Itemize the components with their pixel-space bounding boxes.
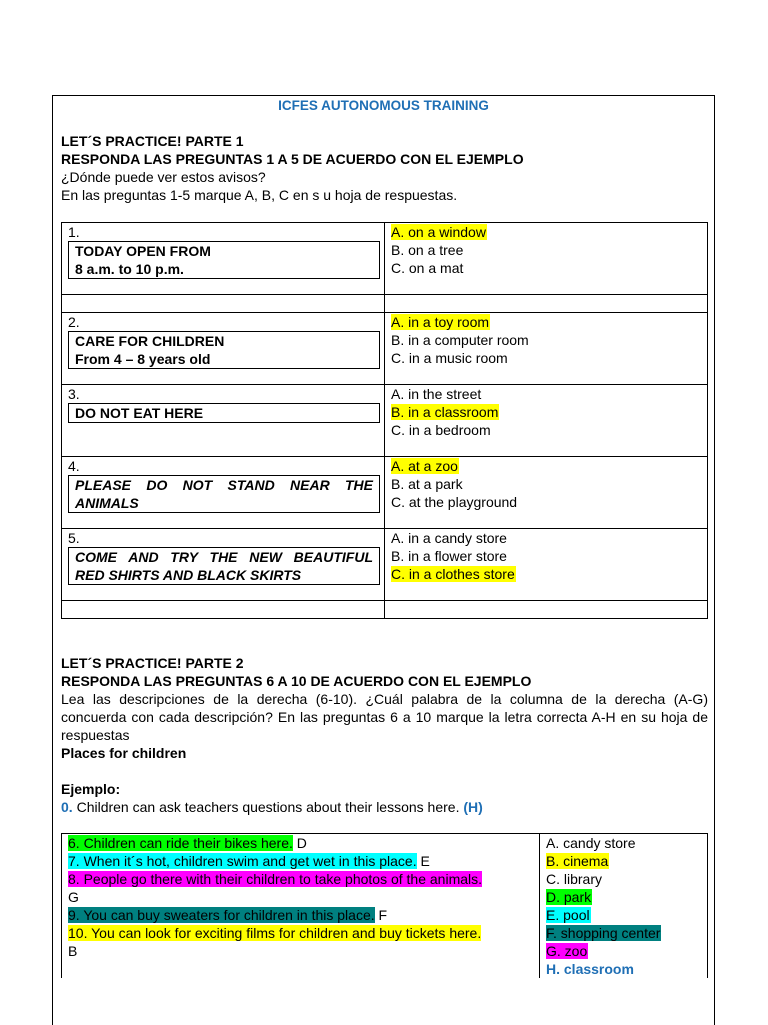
- statement-answer: E: [416, 853, 430, 869]
- statement-answer: G: [68, 889, 79, 905]
- sign-text: ANIMALS: [75, 495, 139, 511]
- option-b: B. at a park: [391, 476, 463, 492]
- part1-note: En las preguntas 1-5 marque A, B, C en s u hoja de respuestas.: [61, 187, 458, 203]
- question-number: 1.: [68, 224, 80, 240]
- part2-description: Lea las descripciones de la derecha (6-10). ¿Cuál palabra de la columna de la derecha (A-G) concuerda con cada descripción? En las preguntas 6 a 10 marque la letra correcta A-H en su hoja de respuestas: [61, 691, 708, 743]
- example-number: 0.: [61, 799, 73, 815]
- option-c: C. at the playground: [391, 494, 518, 510]
- place-option: C. library: [546, 871, 603, 887]
- part1-instruction: RESPONDA LAS PREGUNTAS 1 A 5 DE ACUERDO CON EL EJEMPLO: [61, 151, 524, 167]
- question-number: 5.: [68, 530, 80, 546]
- option-a: A. in a toy room: [391, 314, 490, 330]
- example-answer: (H): [463, 799, 483, 815]
- part2-instruction: RESPONDA LAS PREGUNTAS 6 A 10 DE ACUERDO CON EL EJEMPLO: [61, 673, 532, 689]
- example-label: Ejemplo:: [61, 781, 121, 797]
- part1-table: [61, 222, 708, 619]
- statement-item: [68, 924, 533, 960]
- example-line: [61, 798, 483, 816]
- place-option: H. classroom: [546, 961, 634, 977]
- statement-text: 6. Children can ride their bikes here.: [68, 835, 293, 851]
- sign-box: [68, 241, 380, 279]
- sign-cell: [62, 385, 385, 457]
- question-row: [62, 313, 708, 385]
- question-row: [62, 529, 708, 601]
- place-option: A. candy store: [546, 835, 636, 851]
- statement-text: 7. When it´s hot, children swim and get wet in this place.: [68, 853, 417, 869]
- statement-item: [68, 834, 533, 852]
- place-option: G. zoo: [546, 943, 588, 959]
- place-option: D. park: [546, 889, 592, 905]
- matching-table: [61, 833, 708, 978]
- options-cell: [385, 385, 708, 457]
- part2-subtitle: Places for children: [61, 745, 187, 761]
- option-c: C. in a music room: [391, 350, 508, 366]
- sign-cell: [62, 529, 385, 601]
- option-a: A. in the street: [391, 386, 482, 402]
- sign-text: From 4 – 8 years old: [75, 351, 211, 367]
- statement-answer: D: [292, 835, 307, 851]
- document-title: ICFES AUTONOMOUS TRAINING: [278, 98, 489, 113]
- statements-cell: [62, 834, 540, 979]
- sign-text: CARE FOR CHILDREN: [75, 333, 225, 349]
- place-option: B. cinema: [546, 853, 609, 869]
- statement-text: 10. You can look for exciting films for children and buy tickets here.: [68, 925, 482, 941]
- place-option: E. pool: [546, 907, 590, 923]
- part2-heading: LET´S PRACTICE! PARTE 2: [61, 655, 244, 671]
- question-number: 2.: [68, 314, 80, 330]
- place-option: F. shopping center: [546, 925, 661, 941]
- option-c: C. in a bedroom: [391, 422, 491, 438]
- statement-answer: F: [374, 907, 388, 923]
- sign-text: TODAY OPEN FROM: [75, 243, 211, 259]
- document-frame: [52, 95, 715, 1025]
- option-c: C. in a clothes store: [391, 566, 515, 582]
- options-cell: [385, 223, 708, 295]
- options-cell: [385, 313, 708, 385]
- part1-question: ¿Dónde puede ver estos avisos?: [61, 169, 266, 185]
- sign-box: [68, 331, 380, 369]
- option-a: A. in a candy store: [391, 530, 507, 546]
- sign-text: RED SHIRTS AND BLACK SKIRTS: [75, 567, 302, 583]
- option-a: A. on a window: [391, 224, 486, 240]
- sign-text: COME AND TRY THE NEW BEAUTIFUL: [75, 549, 373, 565]
- option-b: B. in a computer room: [391, 332, 529, 348]
- sign-box: [68, 547, 380, 585]
- statement-item: [68, 906, 533, 924]
- question-number: 3.: [68, 386, 80, 402]
- question-number: 4.: [68, 458, 80, 474]
- statement-item: [68, 852, 533, 870]
- statement-text: 9. You can buy sweaters for children in this place.: [68, 907, 375, 923]
- sign-box: [68, 403, 380, 423]
- sign-text: PLEASE DO NOT STAND NEAR THE: [75, 477, 373, 493]
- sign-text: DO NOT EAT HERE: [75, 405, 204, 421]
- question-row: [62, 457, 708, 529]
- sign-cell: [62, 223, 385, 295]
- spacer-row: [62, 601, 708, 619]
- sign-cell: [62, 457, 385, 529]
- option-b: B. in a flower store: [391, 548, 507, 564]
- options-cell: [385, 529, 708, 601]
- statement-item: [68, 870, 533, 906]
- question-row: [62, 223, 708, 295]
- spacer-row: [62, 295, 708, 313]
- sign-cell: [62, 313, 385, 385]
- option-c: C. on a mat: [391, 260, 464, 276]
- options-column: [540, 834, 708, 979]
- sign-text: 8 a.m. to 10 p.m.: [75, 261, 184, 277]
- question-row: [62, 385, 708, 457]
- option-b: B. on a tree: [391, 242, 464, 258]
- option-b: B. in a classroom: [391, 404, 499, 420]
- statement-text: 8. People go there with their children to take photos of the animals.: [68, 871, 483, 887]
- sign-box: [68, 475, 380, 513]
- option-a: A. at a zoo: [391, 458, 458, 474]
- statement-answer: B: [68, 943, 78, 959]
- part1-heading: LET´S PRACTICE! PARTE 1: [61, 133, 244, 149]
- example-text: Children can ask teachers questions about their lessons here.: [72, 799, 464, 815]
- options-cell: [385, 457, 708, 529]
